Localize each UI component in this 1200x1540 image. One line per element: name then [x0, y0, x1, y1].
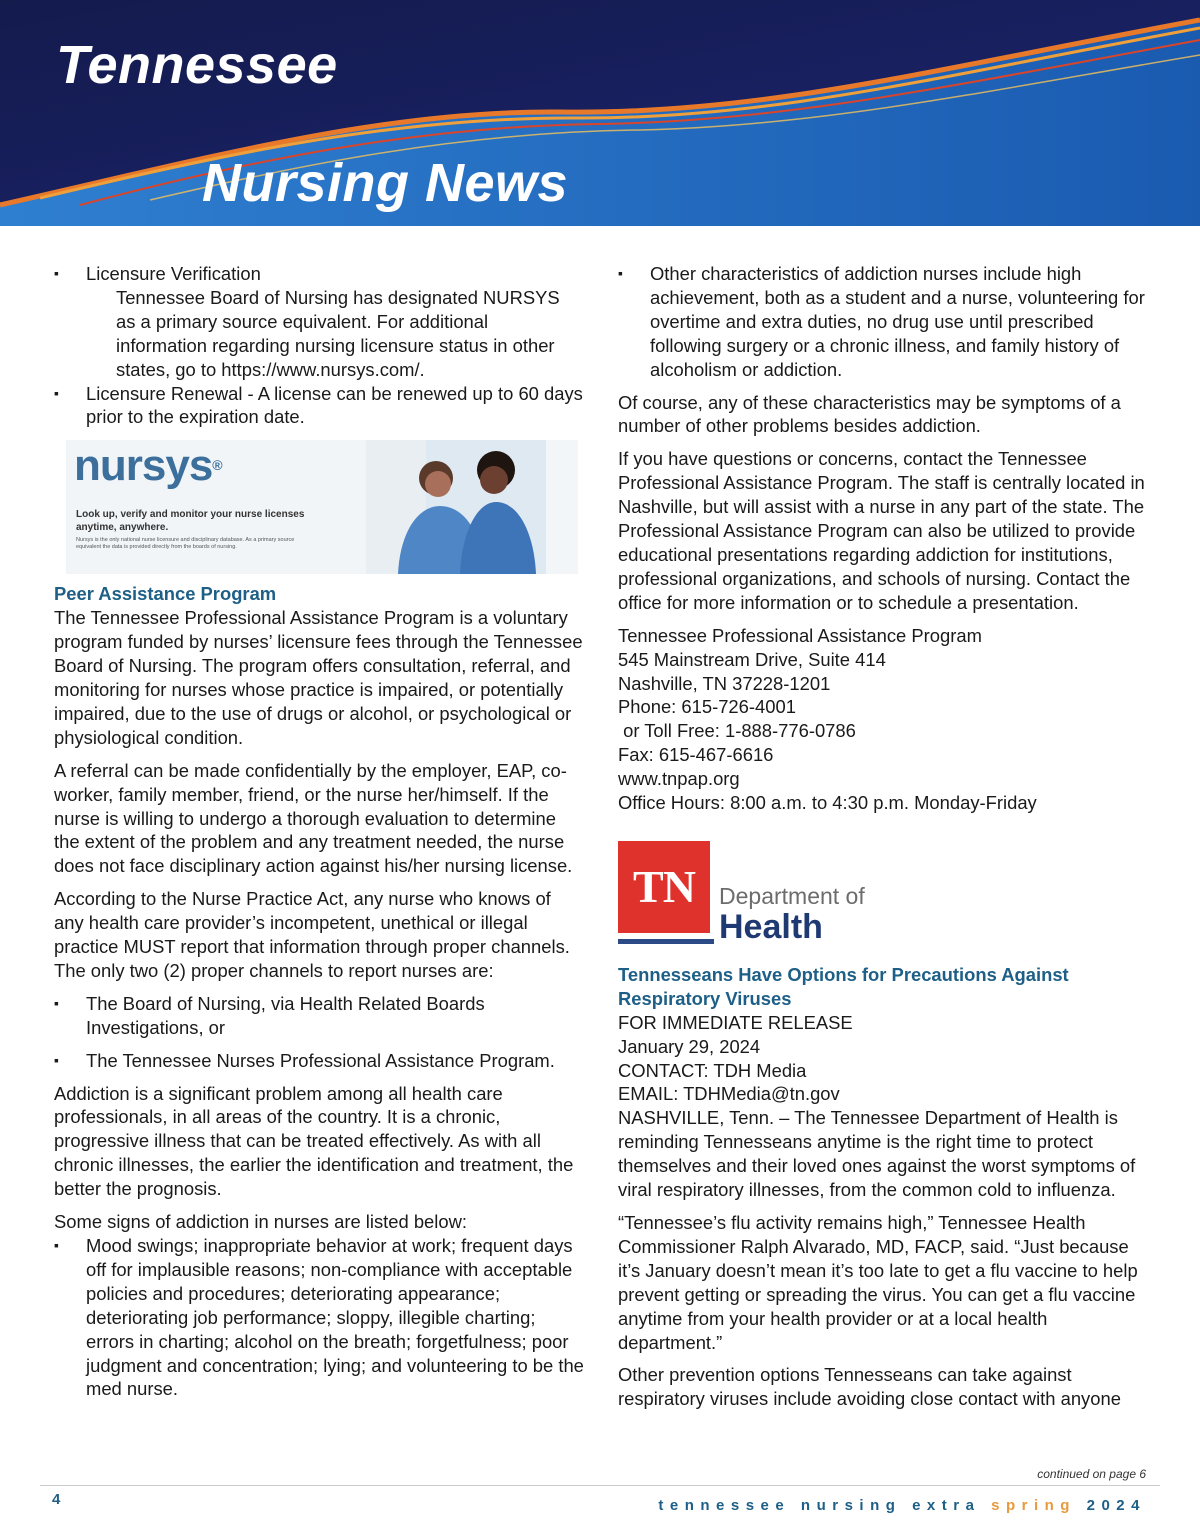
bullet-icon: ▪	[54, 994, 59, 1011]
bullet-licensure-renewal: Licensure Renewal - A license can be renewed up to 60 days prior to the expiration date.	[86, 382, 583, 428]
list-item	[54, 262, 584, 286]
list-item	[54, 992, 584, 1040]
tn-logo-box: TN	[618, 841, 710, 933]
tn-logo-department-text: Department of	[719, 882, 865, 909]
footer-publication-name: tennessee nursing extra	[658, 1497, 981, 1514]
nursys-tagline: Look up, verify and monitor your nurse licenses anytime, anywhere.	[76, 509, 305, 534]
nurses-photo	[366, 440, 578, 574]
contact-fax: Fax: 615-467-6616	[618, 744, 774, 766]
other-characteristics-bullet: Other characteristics of addiction nurses include high achievement, both as a student and a nurse, volunteering for overtime and extra duties, no drug use until prescribed following surgery or a chronic illness, and family history of alcoholism or addiction.	[650, 263, 1145, 380]
contact-name: Tennessee Professional Assistance Program	[618, 624, 982, 646]
press-release-email[interactable]: EMAIL: TDHMedia@tn.gov	[618, 1083, 840, 1105]
contact-website[interactable]: www.tnpap.org	[618, 768, 740, 790]
left-column	[54, 262, 584, 1410]
peer-paragraph-1: The Tennessee Professional Assistance Program is a voluntary program funded by nurses’ licensure fees through the Tennessee Board of Nursing. The program offers consultation, referral, and monitoring for nurses whose practice is impaired, or potentially impaired, due to the use of drugs or alcohol, or psychological or physiological condition.	[54, 607, 583, 748]
nursys-logo: nursys®	[74, 441, 222, 491]
right-column	[618, 262, 1148, 1411]
footer-year: 2024	[1086, 1497, 1146, 1514]
signs-of-addiction-list: Mood swings; inappropriate behavior at work; frequent days off for implausible reasons; non-compliance with acceptable policies and procedures; deteriorating appearance; deteriorating job performance; sloppy, illegible charting; errors in charting; alcohol on the breath; forgetfulness; poor judgment and concentration; lying; and volunteering to be the med nurse.	[86, 1235, 584, 1400]
peer-paragraph-2: A referral can be made confidentially by the employer, EAP, co-worker, family member, friend, or the nurse her/himself. If the nurse is willing to undergo a thorough evaluation to determine the extent of the problem and any treatment needed, the nurse does not face disciplinary action against his/her nursing license.	[54, 759, 573, 877]
footer-divider	[40, 1485, 1160, 1486]
bullet-icon: ▪	[54, 265, 59, 281]
contact-block	[618, 624, 1148, 815]
peer-assistance-heading: Peer Assistance Program	[54, 583, 277, 605]
contact-toll-free: or Toll Free: 1-888-776-0786	[618, 720, 856, 742]
addiction-paragraph: Addiction is a significant problem among all health care professionals, in all areas of the country. It is a chronic, progressive illness that can be treated effectively. As with all chronic illnesses, the earlier the identification and treatment, the better the prognosis.	[54, 1082, 574, 1200]
list-item	[618, 262, 1148, 382]
footer-season: spring	[991, 1497, 1076, 1514]
tn-logo-underline	[618, 939, 714, 944]
licensure-verification-body: Tennessee Board of Nursing has designated NURSYS as a primary source equivalent. For additional information regarding nursing licensure status in other states, go to https://www.nursys.com/.	[116, 286, 560, 380]
publication-footer	[658, 1497, 1146, 1514]
contact-phone: Phone: 615-726-4001	[618, 696, 796, 718]
tn-department-of-health-logo	[618, 841, 866, 947]
bullet-icon: ▪	[54, 1051, 59, 1068]
bullet-licensure-verification-title: Licensure Verification	[86, 263, 261, 284]
bullet-icon: ▪	[618, 265, 623, 281]
of-course-paragraph: Of course, any of these characteristics may be symptoms of a number of other problems besides addiction.	[618, 391, 1121, 437]
contact-address-line-1: 545 Mainstream Drive, Suite 414	[618, 648, 886, 670]
list-item	[54, 1049, 584, 1073]
nursys-fine-print: Nursys is the only national nurse licensure and disciplinary database. As a primary source equivalent the data is provided directly from the boards of nursing.	[76, 537, 295, 551]
list-item	[54, 382, 584, 430]
press-release-label: FOR IMMEDIATE RELEASE	[618, 1011, 853, 1033]
contact-address-line-2: Nashville, TN 37228-1201	[618, 672, 831, 694]
press-release-contact: CONTACT: TDH Media	[618, 1059, 807, 1081]
press-release-date: January 29, 2024	[618, 1035, 761, 1057]
press-release-paragraph-1: NASHVILLE, Tenn. – The Tennessee Department of Health is reminding Tennesseans anytime is the right time to protect themselves and their loved ones against the worst symptoms of viral respiratory illnesses, from the common cold to influenza.	[618, 1107, 1136, 1201]
bullet-icon: ▪	[54, 1237, 59, 1253]
bullet-icon: ▪	[54, 384, 59, 401]
press-release-paragraph-2: “Tennessee’s flu activity remains high,” Tennessee Health Commissioner Ralph Alvarado, MD, FACP, said. “Just because it’s January doesn’t mean it’s too late to get a flu vaccine to help prevent getting or spreading the virus. You can get a flu vaccine anytime from your health provider or at a local health department.”	[618, 1212, 1138, 1353]
list-item	[54, 1234, 584, 1401]
masthead-title-tennessee: Tennessee	[56, 35, 338, 95]
nursys-advertisement	[66, 440, 578, 574]
page-number: 4	[52, 1491, 61, 1508]
masthead-title-nursing-news: Nursing News	[202, 153, 569, 213]
questions-paragraph: If you have questions or concerns, contact the Tennessee Professional Assistance Program. The staff is centrally located in Nashville, but will assist with a nurse in any part of the state. The Professional Assistance Program can also be utilized to provide educational presentations regarding addiction for institutions, professional organizations, and schools of nursing. Contact the office for more information or to schedule a presentation.	[618, 448, 1145, 613]
masthead-banner	[0, 0, 1200, 226]
continued-note: continued on page 6	[1037, 1467, 1146, 1481]
channel-professional-assistance: The Tennessee Nurses Professional Assistance Program.	[86, 1049, 555, 1071]
signs-intro: Some signs of addiction in nurses are listed below:	[54, 1211, 467, 1233]
peer-paragraph-3: According to the Nurse Practice Act, any nurse who knows of any health care provider’s incompetent, unethical or illegal practice MUST report that information through proper channels. The only two (2) proper channels to report nurses are:	[54, 888, 570, 981]
tn-logo-health-text: Health	[719, 907, 823, 946]
channel-board-of-nursing: The Board of Nursing, via Health Related Boards Investigations, or	[86, 992, 485, 1038]
contact-office-hours: Office Hours: 8:00 a.m. to 4:30 p.m. Monday-Friday	[618, 792, 1037, 814]
press-release-paragraph-3: Other prevention options Tennesseans can take against respiratory viruses include avoiding close contact with anyone	[618, 1364, 1121, 1410]
press-release-heading: Tennesseans Have Options for Precautions Against Respiratory Viruses	[618, 963, 1069, 1009]
